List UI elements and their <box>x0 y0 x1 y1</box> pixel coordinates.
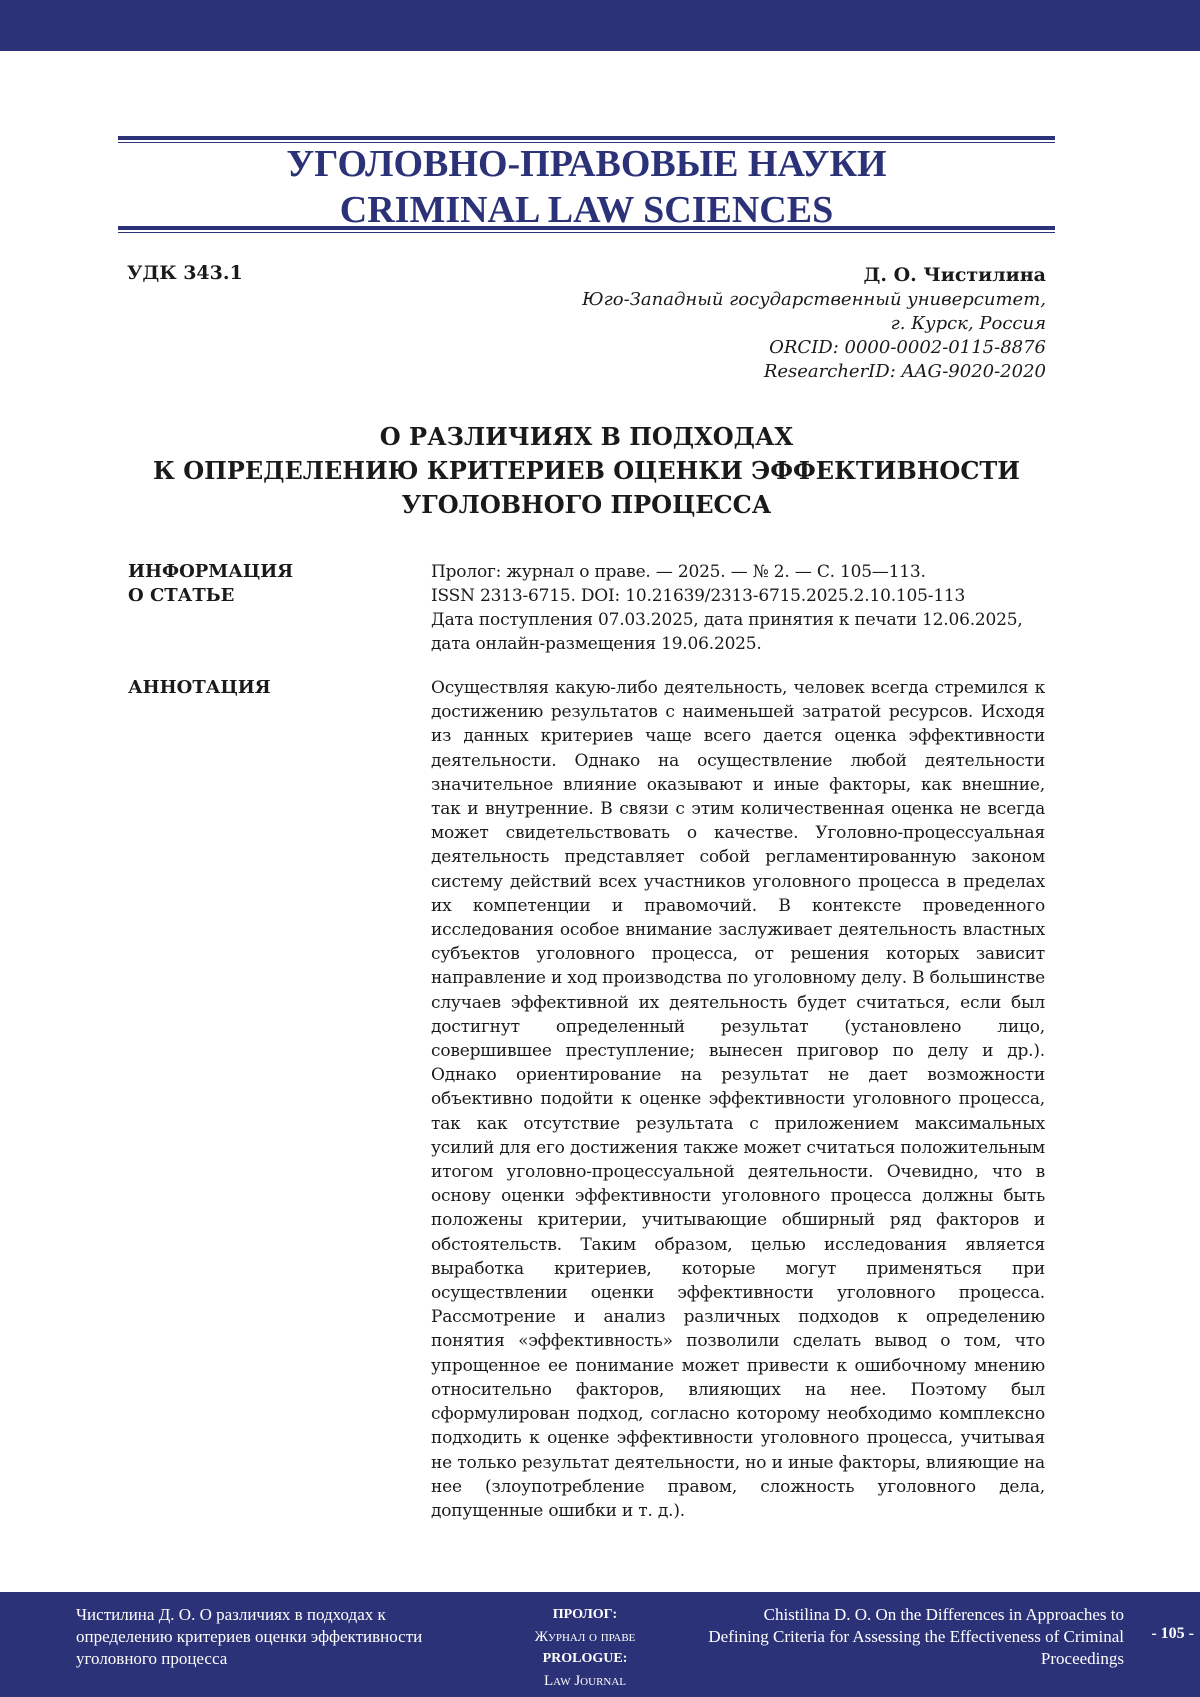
section-title-en: CRIMINAL LAW SCIENCES <box>339 189 834 231</box>
page-number: - 105 - <box>1151 1625 1194 1642</box>
author-name: Д. О. Чистилина <box>863 264 1046 286</box>
top-banner <box>0 0 1200 51</box>
info-citation: Пролог: журнал о праве. — 2025. — № 2. — С. 105—113. <box>431 562 926 582</box>
author-affiliation-2: г. Курск, Россия <box>890 313 1046 334</box>
footer <box>0 1592 1200 1697</box>
section-header <box>118 136 1055 233</box>
footer-journal-en: PROLOGUE: <box>542 1651 628 1666</box>
info-label-line-2: О СТАТЬЕ <box>128 585 235 606</box>
article-info <box>431 560 1047 656</box>
footer-journal-en-sub: Law Journal <box>543 1673 627 1689</box>
header-rule-bottom <box>118 226 1055 233</box>
author-researcher-id: ResearcherID: AAG-9020-2020 <box>763 361 1046 382</box>
article-title <box>118 420 1055 522</box>
footer-journal <box>505 1604 665 1692</box>
footer-citation-en: Chistilina D. O. On the Differences in Approaches to Defining Criteria for Assessing the Effectiveness of Criminal Proceedings <box>708 1605 1124 1668</box>
info-dates-2: дата онлайн-размещения 19.06.2025. <box>431 634 762 654</box>
footer-journal-ru-sub: Журнал о праве <box>534 1629 636 1645</box>
author-orcid: ORCID: 0000-0002-0115-8876 <box>769 337 1046 358</box>
footer-journal-ru: ПРОЛОГ: <box>552 1607 618 1622</box>
article-title-line-1: О РАЗЛИЧИЯХ В ПОДХОДАХ <box>379 422 794 451</box>
author-affiliation-1: Юго-Западный государственный университет, <box>582 289 1046 310</box>
info-label <box>128 560 293 608</box>
info-issn-doi: ISSN 2313-6715. DOI: 10.21639/2313-6715.2025.2.10.105-113 <box>431 586 966 606</box>
abstract-label: АННОТАЦИЯ <box>128 677 271 698</box>
section-title-ru: УГОЛОВНО-ПРАВОВЫЕ НАУКИ <box>286 143 887 185</box>
info-label-line-1: ИНФОРМАЦИЯ <box>128 561 294 582</box>
info-dates-1: Дата поступления 07.03.2025, дата принятия к печати 12.06.2025, <box>431 610 1023 630</box>
article-title-line-3: УГОЛОВНОГО ПРОЦЕССА <box>401 490 772 519</box>
udk-code: УДК 343.1 <box>127 262 243 284</box>
footer-citation-ru: Чистилина Д. О. О различиях в подходах к определению критериев оценки эффективности уголовного процесса <box>76 1605 423 1668</box>
article-title-line-2: К ОПРЕДЕЛЕНИЮ КРИТЕРИЕВ ОЦЕНКИ ЭФФЕКТИВНОСТИ <box>153 456 1020 485</box>
author-block <box>582 262 1046 384</box>
abstract-text: Осуществляя какую-либо деятельность, человек всегда стремился к достижению результатов с наименьшей затратой ресурсов. Исходя из данных критериев чаще всего дается оценка эффективности деятельности. Однако на осуществление любой деятельности значительное влияние оказывают и иные факторы, как внешние, так и внутренние. В связи с этим количественная оценка не всегда может свидетельствовать о качестве. Уголовно-процессуальная деятельность представляет собой регламентированную законом систему действий всех участников уголовного процесса в пределах их компетенции и правомочий. В контексте проведенного исследования особое внимание заслуживает деятельность властных субъектов уголовного процесса, от решения которых зависит направление и ход производства по уголовному делу. В большинстве случаев эффективной их деятельность будет считаться, если был достигнут определенный результат (установлено лицо, совершившее преступление; вынесен приговор по делу и др.). Однако ориентирование на результат не дает возможности объективно подойти к оценке эффективности уголовного процесса, так как отсутствие результата с приложением максимальных усилий для его достижения также может считаться положительным итогом уголовно-процессуальной деятельности. Очевидно, что в основу оценки эффективности уголовного процесса должны быть положены критерии, учитывающие обширный ряд факторов и обстоятельств. Таким образом, целью исследования является выработка критериев, которые могут применяться при осуществлении оценки эффективности уголовного процесса. Рассмотрение и анализ различных подходов к определению понятия «эффективность» позволили сделать вывод о том, что упрощенное ее понимание может привести к ошибочному мнению относительно факторов, влияющих на нее. Поэтому был сформулирован подход, согласно которому необходимо комплексно подходить к оценке эффективности уголовного процесса, учитывая не только результат деятельности, но и иные факторы, влияющие на нее (злоупотребление правом, сложность уголовного дела, допущенные ошибки и т. д.). <box>431 678 1045 1521</box>
